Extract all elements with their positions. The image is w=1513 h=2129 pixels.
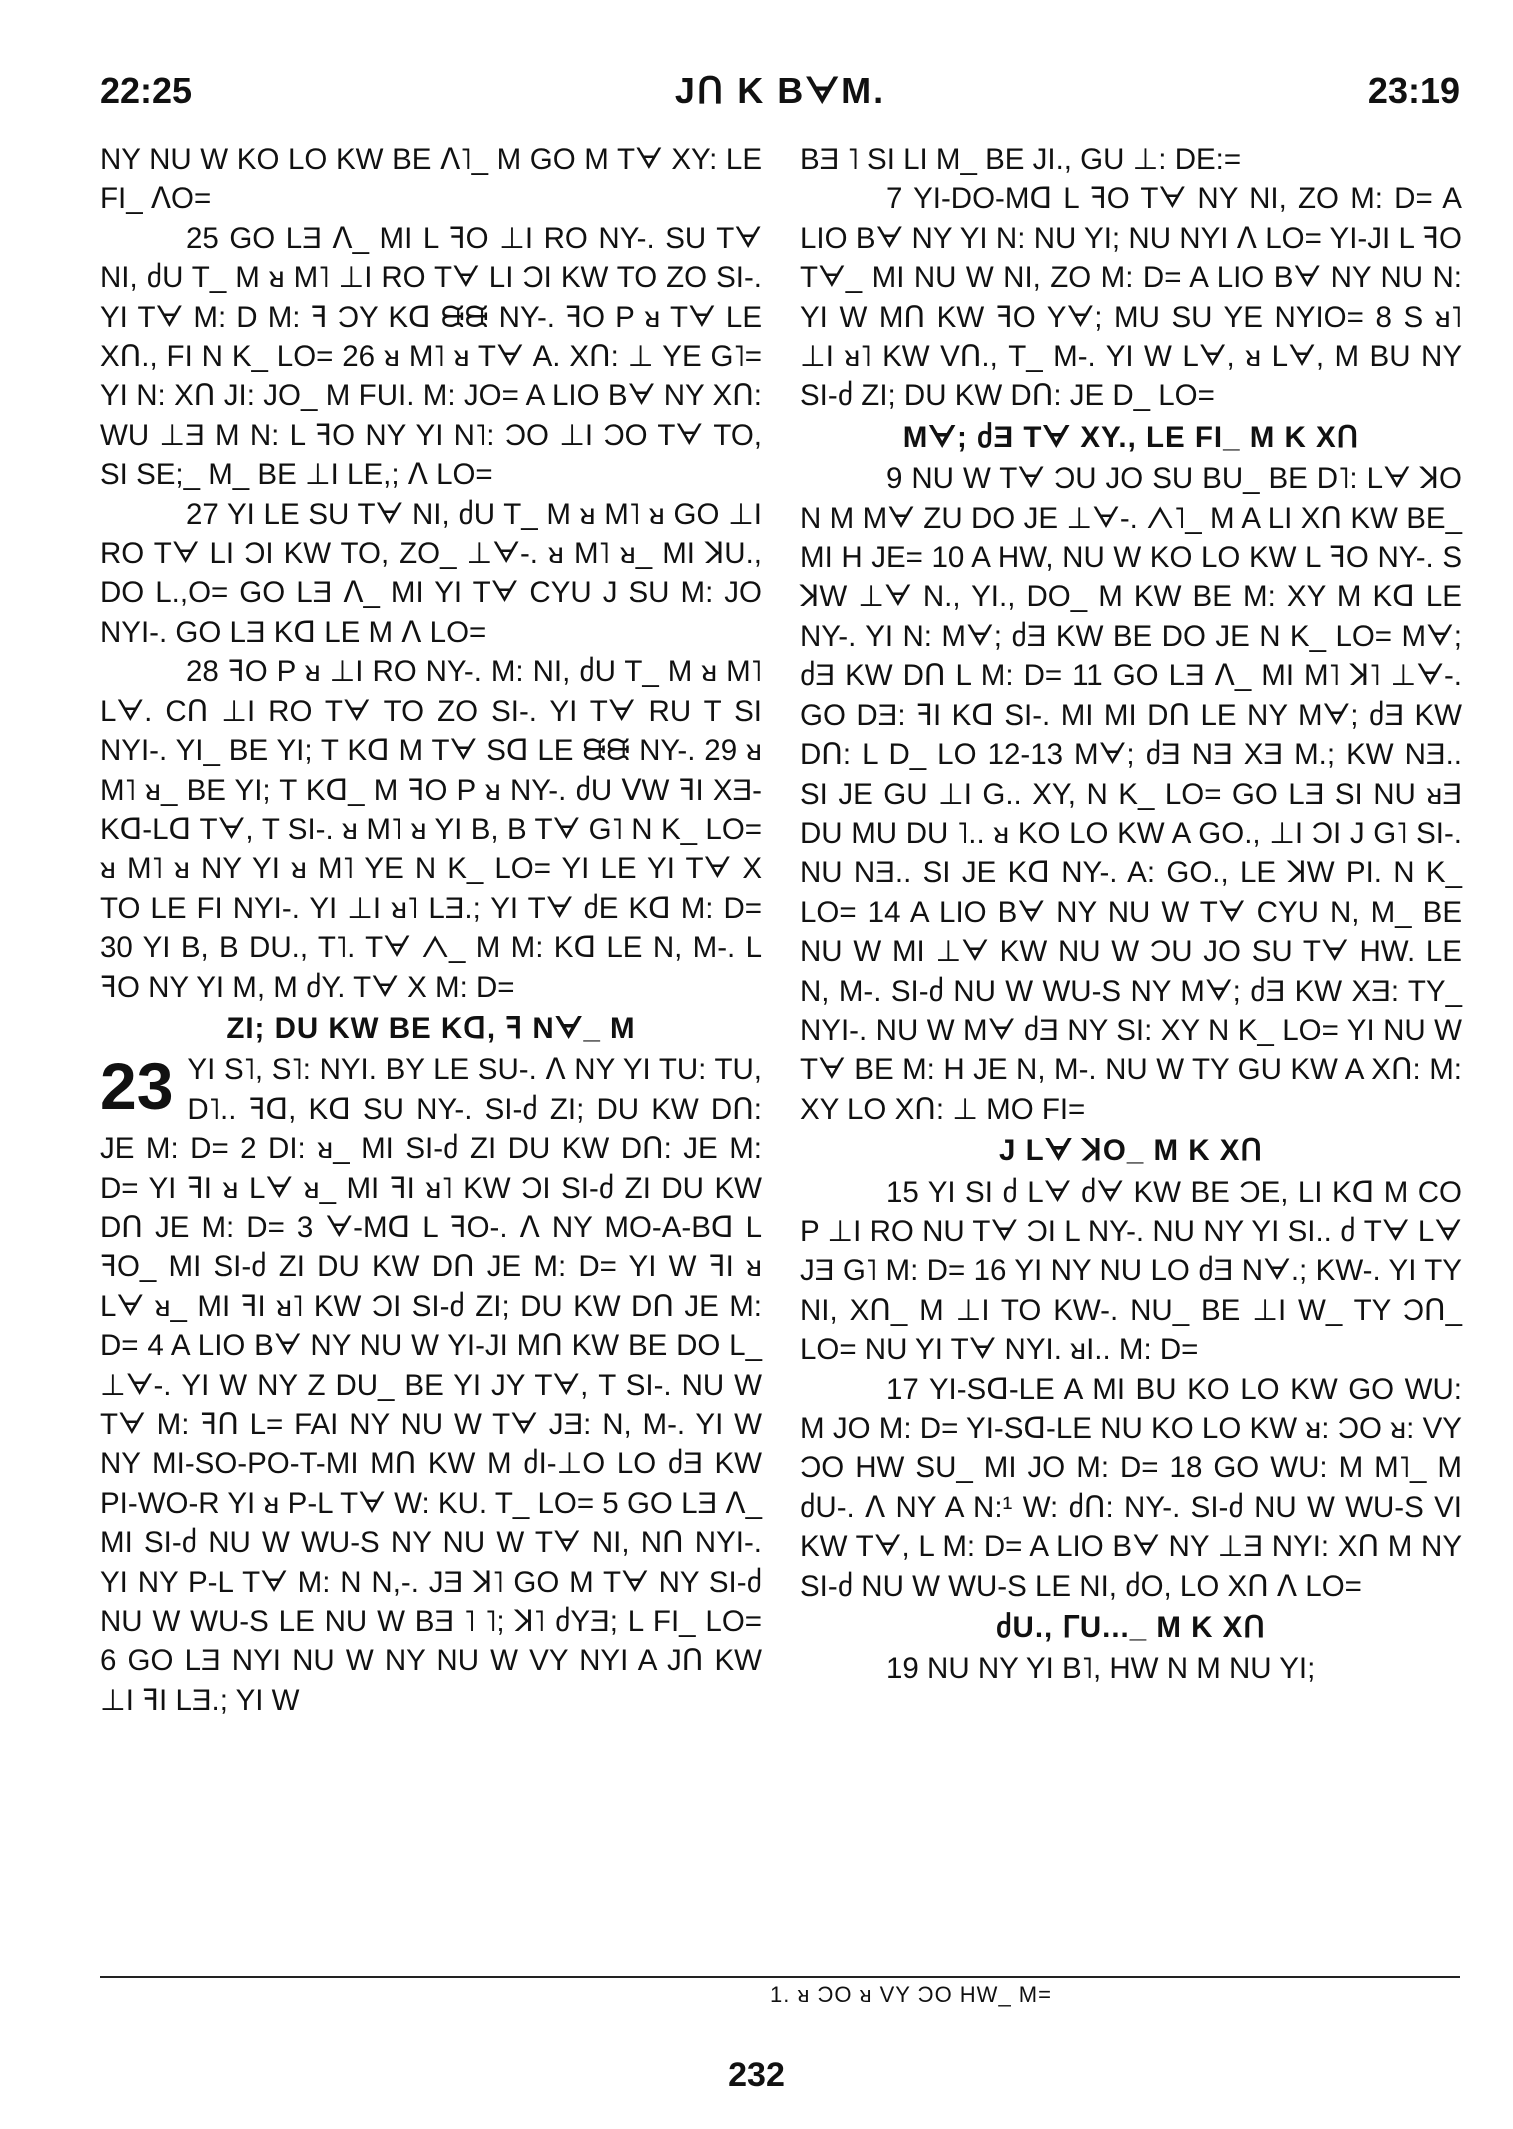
paragraph: 9 NU W Tᗄ ƆU JO SU BU_ BE D˥: Lᗄ ꓘO N M Mᗄ ZU DO JE ⊥ᗄ-. ᐱ˥_ M A LI XՈ KW BE_ MI H JE= 10 A HW, NU W KO LO KW L ꟻO NY-. S ꓘW ⊥ᗄ N., YI., DO_ M KW BE M: XY M Kᗡ LE NY-. YI N: Mᗄ; ძƎ KW BE DO JE N K_ LO= Mᗄ; ძƎ KW DՈ L M: D= 11 GO LƎ ᐱ_ MI M˥ ꓘ˥ ⊥ᗄ-. GO DƎ: ꟻI Kᗡ SI-. MI MI DՈ LE NY Mᗄ; ძƎ KW DՈ: L D_ LO 12-13 Mᗄ; ძƎ NƎ XƎ M.; KW NƎ.. SI JE GU ⊥I G.. XY, N K_ LO= GO LƎ SI NU ᴚƎ DU MU DU ˥.. ᴚ KO LO KW A GO., ⊥I ƆI J G˥ SI-. NU NƎ.. SI JE Kᗡ NY-. A: GO., LE ꓘW PI. N K_ LO= 14 A LIO Bᗄ NY NU W Tᗄ CYU N, M_ BE NU W MI ⊥ᗄ KW NU W ƆU JO SU Tᗄ HW. LE N, M-. SI-ძ NU W WU-S NY Mᗄ; ძƎ KW XƎ: TY_ NYI-. NU W Mᗄ ძƎ NY SI: XY N K_ LO= YI NU W Tᗄ BE M: H JE N, M-. NU W TY GU KW A XՈ: M: XY LO XՈ: ⊥ MO FI=: [800, 462, 1462, 1126]
section-heading: Mᗄ; ძƎ Tᗄ XY., LE FI_ M K XՈ: [902, 420, 1360, 454]
section-heading: J Lᗄ ꓘO_ M K XՈ: [998, 1134, 1263, 1168]
paragraph: 7 YI-DO-Mᗡ L ꟻO Tᗄ NY NI, ZO M: D= A LIO Bᗄ NY YI N: NU YI; NU NYI ᐱ LO= YI-JI L ꟻO Tᗄ_ MI NU W NI, ZO M: D= A LIO Bᗄ NY NU N: YI W MՈ KW ꟻO Yᗄ; MU SU YE NYIO= 8 S ᴚ˥ ⊥I ᴚ˥ KW VՈ., T_ M-. YI W Lᗄ, ᴚ Lᗄ, M BU NY SI-ძ ZI; DU KW DՈ: JE D_ LO=: [800, 182, 1462, 413]
paragraph: 15 YI SI ძ Lᗄ ძᗄ KW BE ƆE, LI Kᗡ M CO P ⊥I RO NU Tᗄ ƆI L NY-. NU NY YI SI.. ძ Tᗄ Lᗄ JƎ G˥ M: D= 16 YI NY NU LO ძƎ Nᗄ.; KW-. YI TY NI, XՈ_ M ⊥I TO KW-. NU_ BE ⊥I W_ TY ƆՈ_ LO= NU YI Tᗄ NYI. ᴚI.. M: D=: [800, 1175, 1462, 1367]
page-number: 232: [728, 2056, 785, 2094]
chapter-verse-end: 23:19: [1367, 70, 1460, 111]
chapter-verse-start: 22:25: [100, 70, 193, 111]
paragraph: 28 ꟻO P ᴚ ⊥I RO NY-. M: NI, ძU T_ M ᴚ M˥ Lᗄ. CՈ ⊥I RO Tᗄ TO ZO SI-. YI Tᗄ RU T SI NYI-. YI_ BE YI; T Kᗡ M Tᗄ Sᗡ LE ᙠᙠ NY-. 29 ᴚ M˥ ᴚ_ BE YI; T Kᗡ_ M ꟻO P ᴚ NY-. ძU ᐯW ꟻI XƎ-Kᗡ-Lᗡ Tᗄ, T SI-. ᴚ M˥ ᴚ YI B, B Tᗄ G˥ N K_ LO= ᴚ M˥ ᴚ NY YI ᴚ M˥ YE N K_ LO= YI LE YI Tᗄ X TO LE FI NYI-. YI ⊥I ᴚ˥ LƎ.; YI Tᗄ ძE Kᗡ M: D= 30 YI B, B DU., T˥. Tᗄ ᐱ_ M M: Kᗡ LE N, M-. L ꟻO NY YI M, M ძY. Tᗄ X M: D=: [100, 655, 762, 1004]
paragraph: BƎ ˥ SI LI M_ BE JI., GU ⊥: DE:=: [800, 143, 1242, 176]
paragraph: 17 YI-Sᗡ-LE A MI BU KO LO KW GO WU: M JO M: D= YI-Sᗡ-LE NU KO LO KW ᴚ: ƆO ᴚ: VY ƆO HW SU_ MI JO M: D= 18 GO WU: M M˥_ M ძU-. ᐱ NY A N:¹ W: ძՈ: NY-. SI-ძ NU W WU-S VI KW Tᗄ, L M: D= A LIO Bᗄ NY ⊥Ǝ NYI: XՈ M NY SI-ძ NU W WU-S LE NI, ძO, LO XՈ ᐱ LO=: [800, 1372, 1462, 1603]
left-column: [100, 140, 762, 1720]
footnote-divider: [100, 1976, 1460, 1978]
paragraph: NY NU W KO LO KW BE ᐱ˥_ M GO M Tᗄ XY: LE FI_ ᐱO=: [100, 143, 762, 216]
page-header: [100, 70, 1460, 120]
section-heading: ZI; DU KW BE Kᗡ, ꟻ Nᗄ_ M: [226, 1011, 636, 1045]
paragraph: 25 GO LƎ ᐱ_ MI L ꟻO ⊥I RO NY-. SU Tᗄ NI, ძU T_ M ᴚ M˥ ⊥I RO Tᗄ LI ƆI KW TO ZO SI-. YI Tᗄ M: D M: ꟻ ƆY Kᗡ ᙠᙠ NY-. ꟻO P ᴚ Tᗄ LE XՈ., FI N K_ LO= 26 ᴚ M˥ ᴚ Tᗄ A. XՈ: ⊥ YE G˥= YI N: XՈ JI: JO_ M FUI. M: JO= A LIO Bᗄ NY XՈ: WU ⊥Ǝ M N: L ꟻO NY YI N˥: ƆO ⊥I ƆO Tᗄ TO, SI SE;_ M_ BE ⊥I LE,; ᐱ LO=: [100, 221, 762, 492]
section-heading: ძU., ᒥU..._ M K XՈ: [996, 1611, 1266, 1645]
paragraph-text: YI S˥, S˥: NYI. BY LE SU-. ᐱ NY YI TU: TU, D˥.. ꟻᗡ, Kᗡ SU NY-. SI-ძ ZI; DU KW DՈ: JE M: D= 2 DI: ᴚ_ MI SI-ძ ZI DU KW DՈ: JE M: D= YI ꟻI ᴚ Lᗄ ᴚ_ MI ꟻI ᴚ˥ KW ƆI SI-ძ ZI DU KW DՈ JE M: D= 3 ᗄ-Mᗡ L ꟻO-. ᐱ NY MO-A-Bᗡ L ꟻO_ MI SI-ძ ZI DU KW DՈ JE M: D= YI W ꟻI ᴚ Lᗄ ᴚ_ MI ꟻI ᴚ˥ KW ƆI SI-ძ ZI; DU KW DՈ JE M: D= 4 A LIO Bᗄ NY NU W YI-JI MՈ KW BE DO L_ ⊥ᗄ-. YI W NY Z DU_ BE YI JY Tᗄ, T SI-. NU W Tᗄ M: ꟻՈ L= FAI NY NU W Tᗄ JƎ: N, M-. YI W NY MI-SO-PO-T-MI MՈ KW M ძI-⊥O LO ძƎ KW PI-WO-R YI ᴚ P-L Tᗄ W: KU. T_ LO= 5 GO LƎ ᐱ_ MI SI-ძ NU W WU-S NY NU W Tᗄ NI, NՈ NYI-. YI NY P-L Tᗄ M: N N,-. JƎ ꓘ˥ GO M Tᗄ NY SI-ძ NU W WU-S LE NU W BƎ ˥ ˥; ꓘ˥ ძYƎ; L FI_ LO= 6 GO LƎ NYI NU W NY NU W VY NYI A JՈ KW ⊥I ꟻI LƎ.; YI W: [100, 1053, 762, 1717]
chapter-paragraph: [100, 1050, 762, 1720]
book-title: JՈ K BᗄM.: [674, 70, 886, 111]
chapter-number: 23: [100, 1049, 174, 1124]
footnote: 1. ᴚ ƆO ᴚ VY ƆO HW_ M=: [770, 1982, 1052, 2007]
paragraph: 27 YI LE SU Tᗄ NI, ძU T_ M ᴚ M˥ ᴚ GO ⊥I RO Tᗄ LI ƆI KW TO, ZO_ ⊥ᗄ-. ᴚ M˥ ᴚ_ MI ꓘU., DO L.,O= GO LƎ ᐱ_ MI YI Tᗄ CYU J SU M: JO NYI-. GO LƎ Kᗡ LE M ᐱ LO=: [100, 497, 762, 649]
paragraph: 19 NU NY YI B˥, HW N M NU YI;: [886, 1652, 1316, 1686]
right-column: [800, 140, 1462, 1689]
